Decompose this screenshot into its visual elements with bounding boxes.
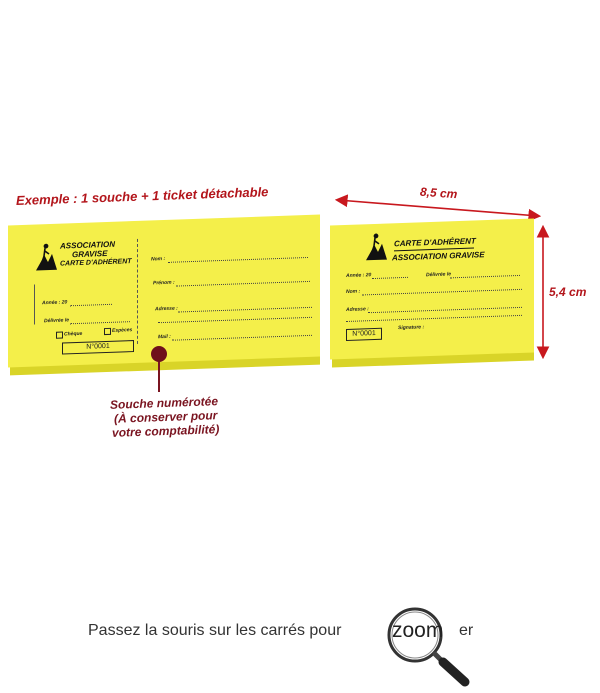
ticket-annee-label: Année : 20 xyxy=(346,272,372,280)
hiker-logo-icon xyxy=(34,242,58,273)
stub-number-box: N°0001 xyxy=(62,340,134,355)
ticket-card-title: CARTE D'ADHÉRENT xyxy=(394,236,476,249)
annotation-line3: votre comptabilité) xyxy=(111,422,220,440)
ticket-nom-line xyxy=(362,289,522,296)
stub-annee-line xyxy=(70,304,112,306)
zoom-word: zoom xyxy=(392,619,444,642)
ticket-number-box: N°0001 xyxy=(346,328,382,341)
ticket-mail-label: Mail : xyxy=(158,333,171,341)
example-title: Exemple : 1 souche + 1 ticket détachable xyxy=(15,184,269,208)
stub-card-title: CARTE D'ADHÉRENT xyxy=(60,258,132,268)
stub-delivree-line xyxy=(70,321,130,324)
book-face xyxy=(8,215,320,368)
ticket-adresse-label: Adresse : xyxy=(346,306,369,314)
zoom-magnifier[interactable] xyxy=(383,606,473,688)
ticket-assoc-name: ASSOCIATION GRAVISE xyxy=(392,250,485,263)
height-dimension-arrow xyxy=(536,224,550,360)
stub-especes-label: Espèces xyxy=(112,327,133,334)
ticket-face xyxy=(330,218,534,359)
hiker-logo-icon xyxy=(362,231,390,262)
ticket-adresse-label: Adresse : xyxy=(155,305,178,313)
stub-especes-checkbox[interactable] xyxy=(104,328,111,335)
stub-pointer-dot xyxy=(151,346,167,362)
ticket-prenom-line xyxy=(176,281,310,287)
width-label: 8,5 cm xyxy=(419,184,458,202)
ticket-nom-label: Nom : xyxy=(151,255,166,263)
stub-assoc-line1: ASSOCIATION xyxy=(60,239,115,251)
ticket-nom-label: Nom : xyxy=(346,288,361,296)
stub-delivree-label: Délivrée le xyxy=(44,317,70,325)
footer-hint xyxy=(88,622,341,640)
ticket-signature-label: Signature : xyxy=(398,324,425,332)
ticket-delivree-line xyxy=(450,275,520,278)
annotation-line2: (À conserver pour xyxy=(113,408,218,426)
height-label: 5,4 cm xyxy=(549,285,587,299)
annotation-line1: Souche numérotée xyxy=(109,394,219,412)
stub-ticket-book xyxy=(8,220,320,368)
ticket-adresse-line-2 xyxy=(346,315,522,322)
ticket-delivree-label: Délivrée le xyxy=(426,271,452,279)
footer-text-before: Passez la souris sur les carrés pour xyxy=(88,622,342,639)
stub-cheque-checkbox[interactable] xyxy=(56,332,63,339)
ticket-adresse-line xyxy=(368,307,522,313)
membership-ticket xyxy=(330,222,535,362)
perforation-line xyxy=(137,239,138,344)
stub-annee-label: Année : 20 xyxy=(42,299,68,307)
stub-cheque-label: Chèque xyxy=(64,330,83,338)
ticket-annee-line xyxy=(372,277,408,279)
ticket-nom-line xyxy=(168,257,308,263)
stub-margin-line xyxy=(34,285,35,325)
ticket-prenom-label: Prénom : xyxy=(153,279,175,287)
ticket-adresse-line xyxy=(178,307,312,313)
footer-text-after: er xyxy=(459,622,474,639)
ticket-adresse-line-2 xyxy=(158,317,312,323)
stub-assoc-line2: GRAVISE xyxy=(72,248,108,260)
ticket-mail-line xyxy=(172,335,312,341)
